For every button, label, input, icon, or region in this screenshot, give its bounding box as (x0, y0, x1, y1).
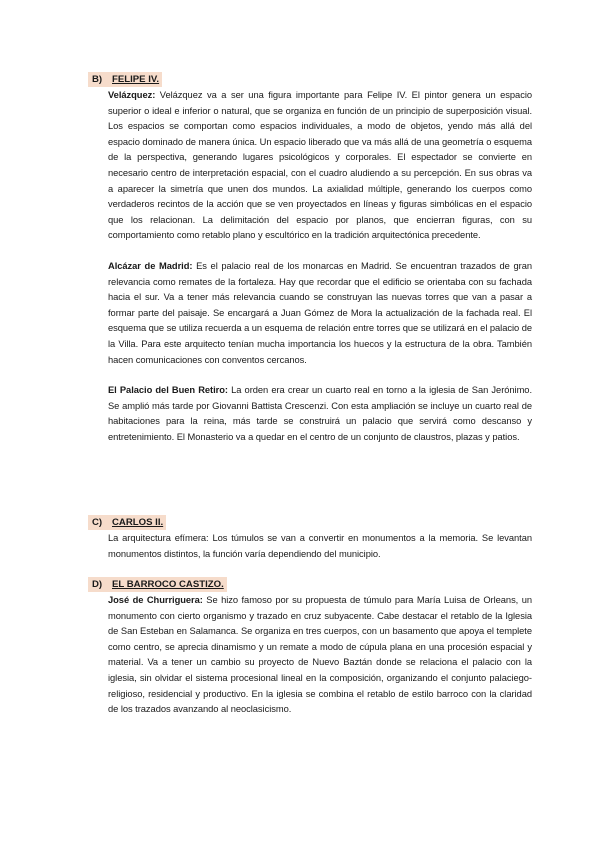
paragraph-alcazar (88, 259, 532, 368)
paragraph-churriguera (88, 593, 532, 718)
paragraph-velazquez (88, 88, 532, 244)
paragraph-lead: Velázquez: (108, 90, 156, 100)
paragraph-text: Es el palacio real de los monarcas en Madrid. Se encuentran trazados de gran relevancia como remates de la fortaleza. Hay que recordar que el edificio se orientaba con su fachada hacia el sur. Va a tener más relevancia cuando se construyan las nuevas torres que van a pasar a formar parte del paisaje. Se encargará a Juan Gómez de Mora la actualización de la fachada real. El esquema que se utiliza recuerda a un esquema de relación entre torres que se utilizará en el palacio de la Villa. Para este arquitecto tenían mucha importancia los huecos y la estructura de la obra. También hacen comunicaciones con conventos cercanos. (108, 260, 532, 365)
section-carlos-ii (88, 514, 532, 562)
paragraph-buen-retiro (88, 383, 532, 445)
paragraph-text: La arquitectura efímera: Los túmulos se van a convertir en monumentos a la memoria. Se levantan monumentos distintos, la función varía dependiendo del municipio. (108, 533, 532, 559)
paragraph-lead: Alcázar de Madrid: (108, 260, 193, 271)
section-heading (88, 514, 532, 530)
section-heading (88, 71, 532, 87)
section-letter: D) (88, 577, 112, 592)
section-heading (88, 576, 532, 592)
paragraph-lead: José de Churriguera: (108, 595, 203, 605)
paragraph-arquitectura-efimera (88, 531, 532, 562)
section-title: EL BARROCO CASTIZO. (112, 577, 227, 592)
section-letter: C) (88, 515, 112, 530)
paragraph-text: Velázquez va a ser una figura importante para Felipe IV. El pintor genera un espacio superior o ideal e inferior o natural, que se organiza en función de un principio de superposición visual. Los espacios se comportan como espacios individuales, a modo de objetos, yendo más allá del espacio dominado de manera única. Un espacio liberado que va más allá de una geometría o esquema de la perspectiva, generando lugares psicológicos y corporales. El espectador se convierte en necesario centro de interpretación espacial, con el cuadro aludiendo a su percepción. En sus obras va a aparecer la simetría que unen dos mundos. La axialidad múltiple, generando los cuerpos como verdaderos recintos de la acción que se ven proyectados en líneas y figuras simbólicas en el espacio que los relacionan. La delimitación del espacio por planos, que encierran figuras, con su comportamiento como retablo plano y escultórico en la tradición arquitectónica precedente. (108, 90, 532, 241)
section-letter: B) (88, 72, 112, 87)
section-felipe-iv (88, 71, 532, 445)
paragraph-text: La orden era crear un cuarto real en torno a la iglesia de San Jerónimo. Se amplió más tarde por Giovanni Battista Crescenzi. Con esta ampliación se incluye un cuarto real de habitaciones para la reina, más tarde se construirá un palacio que servirá como descanso y entretenimiento. El Monasterio va a quedar en el centro de un conjunto de claustros, plazas y patios. (108, 385, 532, 442)
paragraph-lead: El Palacio del Buen Retiro: (108, 385, 228, 396)
section-barroco-castizo (88, 576, 532, 718)
section-title: FELIPE IV. (112, 72, 162, 87)
section-title: CARLOS II. (112, 515, 166, 530)
paragraph-text: Se hizo famoso por su propuesta de túmulo para María Luisa de Orleans, un monumento con cierto organismo y trazado en cruz subyacente. Cabe destacar el retablo de la Iglesia de San Esteban en Salamanca. Se organiza en tres cuerpos, con un basamento que apoya el templete como centro, se aprecia dinamismo y un remate a modo de cúpula plana en una procesión espacial y material. Va a tener un cambio su proyecto de Nuevo Baztán donde se relaciona el palacio con la iglesia, sin olvidar el sistema procesional lineal en la composición, organizando el conjunto palaciego-religioso, residencial y productivo. En la iglesia se combina el retablo de estilo barroco con la claridad de los trazados avanzando al neoclasicismo. (108, 595, 532, 715)
